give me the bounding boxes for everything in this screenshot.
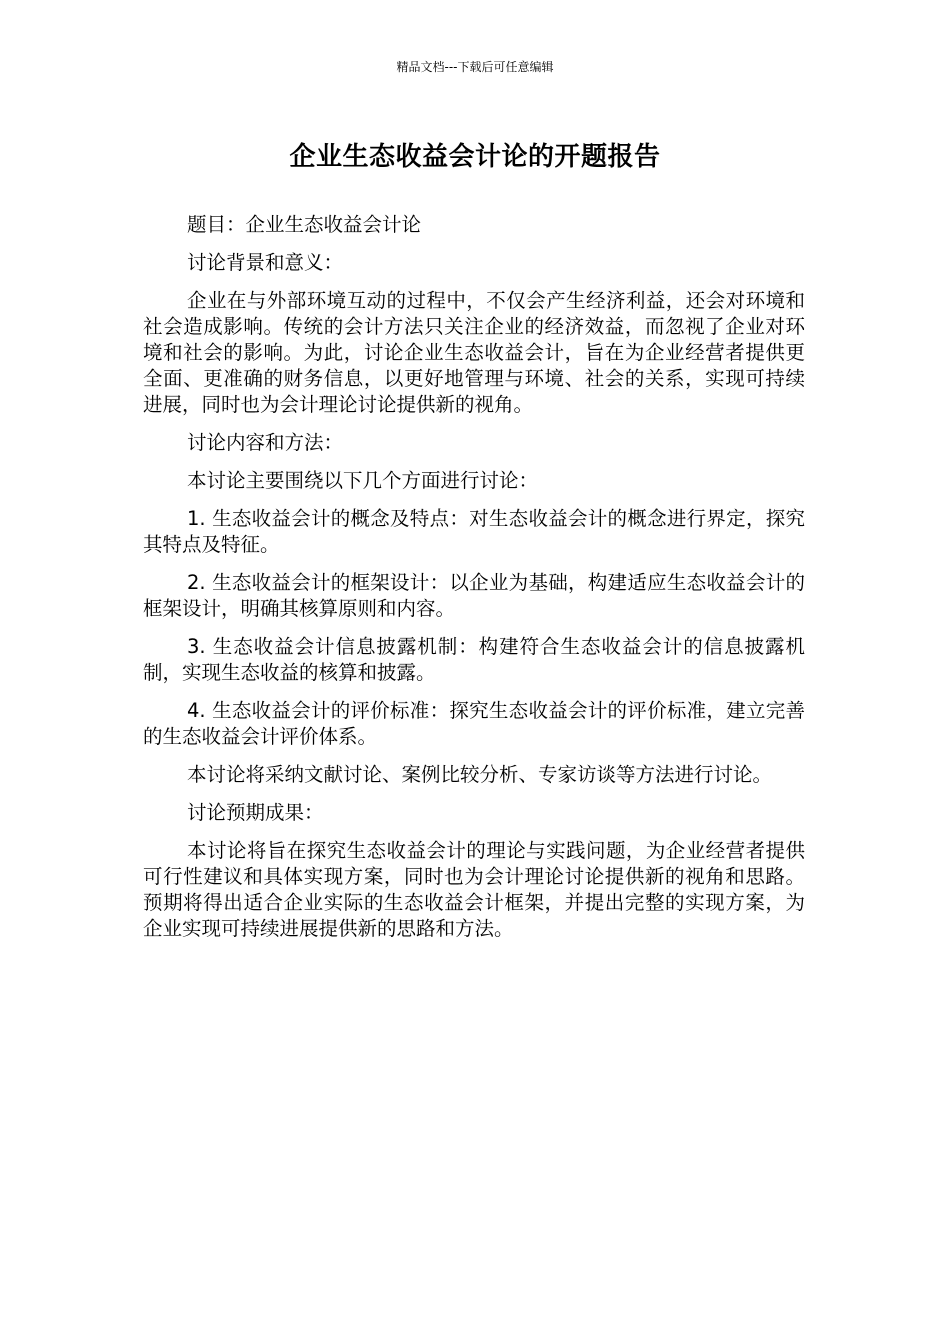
section-heading-background: 讨论背景和意义： (187, 251, 344, 274)
expected-results-paragraph: 本讨论将旨在探究生态收益会计的理论与实践问题，为企业经营者提供可行性建议和具体实现方案，同时也为会计理论讨论提供新的视角和思路。预期将得出适合企业实际的生态收益会计框架，并提出完整的实现方案，为企业实现可持续进展提供新的思路和方法。 (143, 839, 805, 940)
list-item: 2. 生态收益会计的框架设计：以企业为基础，构建适应生态收益会计的框架设计，明确其核算原则和内容。 (143, 571, 805, 620)
section-heading-expected-results: 讨论预期成果： (187, 801, 324, 824)
section-heading-content-methods: 讨论内容和方法： (187, 431, 344, 454)
header-note: 精品文档---下载后可任意编辑 (396, 60, 554, 74)
methods-paragraph: 本讨论将采纳文献讨论、案例比较分析、专家访谈等方法进行讨论。 (187, 763, 773, 786)
list-item: 1. 生态收益会计的概念及特点：对生态收益会计的概念进行界定，探究其特点及特征。 (143, 507, 805, 556)
background-paragraph: 企业在与外部环境互动的过程中，不仅会产生经济利益，还会对环境和社会造成影响。传统的会计方法只关注企业的经济效益，而忽视了企业对环境和社会的影响。为此，讨论企业生态收益会计，旨在为企业经营者提供更全面、更准确的财务信息，以更好地管理与环境、社会的关系，实现可持续进展，同时也为会计理论讨论提供新的视角。 (143, 289, 805, 416)
list-item: 3. 生态收益会计信息披露机制：构建符合生态收益会计的信息披露机制，实现生态收益的核算和披露。 (143, 635, 805, 684)
document-body (143, 212, 805, 954)
list-item: 4. 生态收益会计的评价标准：探究生态收益会计的评价标准，建立完善的生态收益会计评价体系。 (143, 699, 805, 748)
topic-line: 题目：企业生态收益会计论 (187, 213, 422, 236)
document-title: 企业生态收益会计论的开题报告 (289, 142, 661, 172)
content-intro: 本讨论主要围绕以下几个方面进行讨论： (187, 469, 539, 492)
